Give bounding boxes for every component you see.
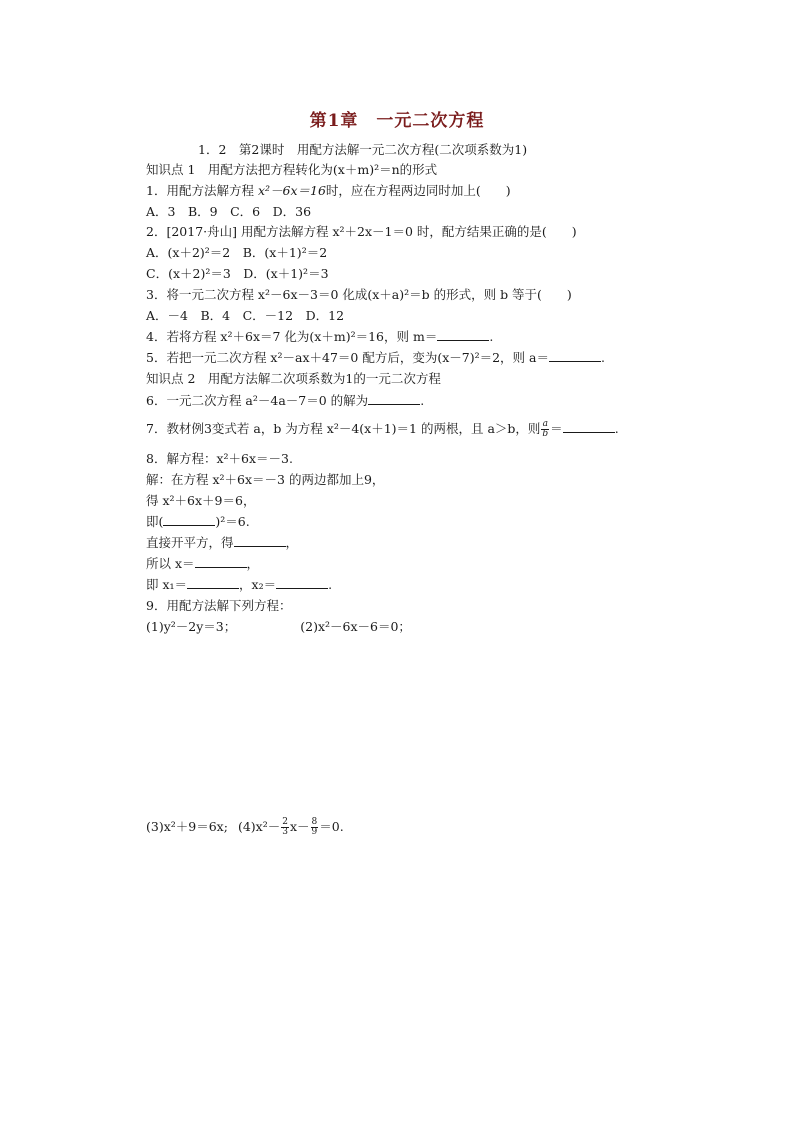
question-8-step-5: 所以 x＝ ，	[146, 556, 260, 571]
answer-blank[interactable]	[563, 421, 615, 433]
answer-blank[interactable]	[276, 577, 328, 589]
question-8-step-3: 即( )²＝6.	[146, 514, 250, 529]
answer-blank[interactable]	[234, 535, 286, 547]
fraction-two-thirds: $\frac{2}{3}$	[282, 817, 288, 837]
question-7: 7．教材例3变式若 a，b 为方程 x²－4(x＋1)＝1 的两根，且 a＞b，则 $\frac{a}{b}$ ＝ .	[146, 419, 619, 439]
question-8-step-4: 直接开平方，得 ，	[146, 535, 299, 550]
chapter-title: 第1章 一元二次方程	[309, 111, 485, 131]
question-1: 1．用配方法解方程 x²－6x＝16时，应在方程两边同时加上( )	[146, 183, 511, 198]
question-2-options-cd: C．(x＋2)²＝3 D．(x＋1)²＝3	[146, 266, 329, 281]
question-8-step-1: 解：在方程 x²＋6x＝－3 的两边都加上9，	[146, 472, 385, 487]
answer-blank[interactable]	[368, 393, 420, 405]
question-9: 9．用配方法解下列方程：	[146, 598, 292, 613]
question-8-step-6: 即 x₁＝ ，x₂＝ .	[146, 577, 333, 592]
question-3-options: A．－4 B．4 C．－12 D．12	[146, 308, 345, 323]
answer-blank[interactable]	[163, 514, 215, 526]
answer-blank[interactable]	[187, 577, 239, 589]
question-6: 6．一元二次方程 a²－4a－7＝0 的解为 .	[146, 393, 425, 408]
question-2: 2．[2017·舟山] 用配方法解方程 x²＋2x－1＝0 时，配方结果正确的是( )	[146, 224, 577, 239]
question-9-parts-1-2: (1)y²－2y＝3； (2)x²－6x－6＝0；	[146, 619, 411, 634]
question-4: 4．若将方程 x²＋6x＝7 化为(x＋m)²＝16，则 m＝ .	[146, 329, 494, 344]
fraction-a-over-b: $\frac{a}{b}$	[542, 419, 549, 439]
question-8-step-2: 得 x²＋6x＋9＝6，	[146, 493, 256, 508]
question-9-parts-3-4: (3)x²＋9＝6x; (4)x²－ $\frac{2}{3}$ x－ $\frac{8}{9}$ ＝0.	[146, 817, 344, 837]
question-8: 8．解方程：x²＋6x＝－3.	[146, 451, 293, 466]
answer-blank[interactable]	[549, 350, 601, 362]
question-2-options-ab: A．(x＋2)²＝2 B．(x＋1)²＝2	[146, 245, 328, 260]
question-5: 5．若把一元二次方程 x²－ax＋47＝0 配方后，变为(x－7)²＝2，则 a＝ .	[146, 350, 605, 365]
knowledge-point-2: 知识点 2 用配方法解二次项系数为1的一元二次方程	[146, 371, 441, 386]
knowledge-point-1: 知识点 1 用配方法把方程转化为(x＋m)²＝n的形式	[146, 162, 438, 177]
question-3: 3．将一元二次方程 x²－6x－3＝0 化成(x＋a)²＝b 的形式，则 b 等于( )	[146, 287, 572, 302]
lesson-subtitle: 1．2 第2课时 用配方法解一元二次方程(二次项系数为1)	[198, 142, 528, 157]
answer-blank[interactable]	[437, 329, 489, 341]
answer-blank[interactable]	[195, 556, 247, 568]
fraction-eight-ninths: $\frac{8}{9}$	[311, 817, 318, 837]
question-1-options: A．3 B．9 C．6 D．36	[146, 204, 312, 219]
